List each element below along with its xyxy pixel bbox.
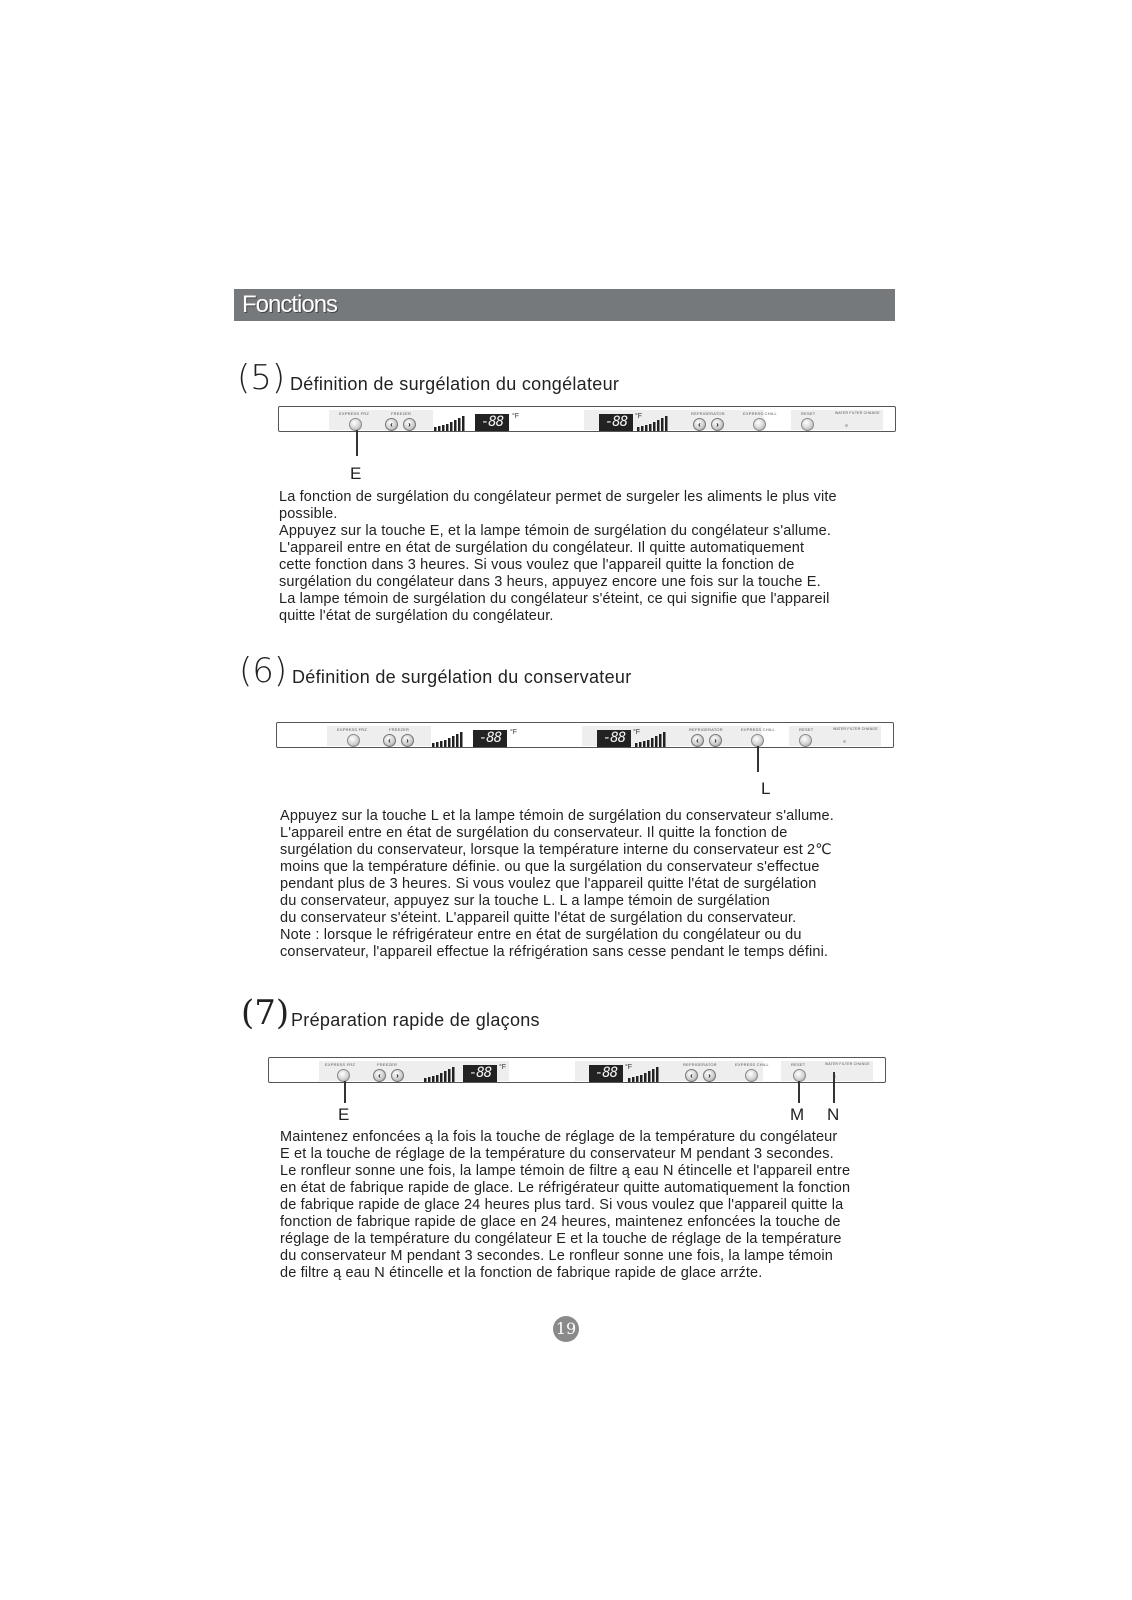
reset-button	[799, 734, 812, 747]
freezer-label: FREEZER	[389, 727, 410, 732]
freezer-degree-unit: °F	[499, 1064, 507, 1071]
refrigerator-label: REFRIGERATOR	[689, 727, 723, 732]
body-line: du conservateur M pendant 3 secondes. Le ronfleur sonne une fois, la lampe témoin	[280, 1248, 834, 1264]
express-chill-label: EXPRESS CHILL	[743, 411, 777, 416]
reset-label: RESET	[791, 1062, 806, 1067]
refrigerator-level-bars	[634, 732, 669, 747]
body-line: Appuyez sur la touche E, et la lampe témoin de surgélation du congélateur s'allume.	[279, 523, 832, 539]
freezer-up-arrow: ›	[403, 418, 416, 431]
refrigerator-label: REFRIGERATOR	[691, 411, 725, 416]
body-line: du conservateur, appuyez sur la touche L. L a lampe témoin de surgélation	[280, 893, 771, 909]
control-panel-diagram-3	[268, 1057, 886, 1083]
control-panel-diagram-1	[278, 406, 896, 432]
refrigerator-label: REFRIGERATOR	[683, 1062, 717, 1067]
freezer-up-arrow: ›	[401, 734, 414, 747]
body-line: surgélation du conservateur, lorsque la température interne du conservateur est 2℃	[280, 842, 832, 858]
section-header-bar	[234, 289, 895, 321]
refrigerator-down-arrow: ‹	[693, 418, 706, 431]
water-filter-label: WATER FILTER CHANGE	[835, 411, 880, 415]
express-chill-button	[745, 1069, 758, 1082]
freezer-down-arrow: ‹	[383, 734, 396, 747]
section-6-number: (6)	[239, 651, 288, 691]
body-line: E et la touche de réglage de la température du conservateur M pendant 3 secondes.	[280, 1146, 834, 1162]
refrigerator-up-arrow: ›	[711, 418, 724, 431]
express-chill-label: EXPRESS CHILL	[735, 1062, 769, 1067]
express-frz-label: EXPRESS FRZ	[325, 1062, 355, 1067]
express-frz-label: EXPRESS FRZ	[337, 727, 367, 732]
section-7-number: (7)	[241, 993, 290, 1033]
callout-m: M	[790, 1105, 805, 1124]
freezer-degree-unit: °F	[510, 729, 518, 736]
body-line: cette fonction dans 3 heures. Si vous voulez que l'appareil quitte la fonction de	[279, 557, 795, 573]
express-frz-label: EXPRESS FRZ	[339, 411, 369, 416]
freezer-temp-display: -88	[475, 414, 509, 431]
freezer-degree-unit: °F	[512, 413, 520, 420]
page-number: 19	[553, 1316, 579, 1342]
body-line: Note : lorsque le réfrigérateur entre en état de surgélation du congélateur ou du	[280, 927, 802, 943]
callout-line-e	[356, 430, 358, 456]
freezer-temp-display: -88	[463, 1065, 497, 1082]
water-filter-label: WATER FILTER CHANGE	[833, 727, 878, 731]
freezer-label: FREEZER	[391, 411, 412, 416]
body-line: L'appareil entre en état de surgélation du congélateur. Il quitte automatiquement	[279, 540, 805, 556]
callout-n: N	[827, 1105, 840, 1124]
callout-l: L	[761, 779, 771, 798]
water-filter-led	[845, 424, 848, 427]
callout-e: E	[338, 1105, 350, 1124]
section-7-title: Préparation rapide de glaçons	[291, 1010, 540, 1030]
freezer-level-bars	[423, 1067, 458, 1082]
refrigerator-down-arrow: ‹	[691, 734, 704, 747]
refrigerator-temp-display: -88	[597, 730, 631, 747]
body-line: en état de fabrique rapide de glace. Le réfrigérateur quitte automatiquement la fonction	[280, 1180, 851, 1196]
refrigerator-up-arrow: ›	[703, 1069, 716, 1082]
body-line: La lampe témoin de surgélation du congélateur s'éteint, ce qui signifie que l'appareil	[279, 591, 830, 607]
refrigerator-temp-display: -88	[589, 1065, 623, 1082]
reset-button	[801, 418, 814, 431]
body-line: possible.	[279, 506, 338, 522]
freezer-temp-display: -88	[473, 730, 507, 747]
callout-line-m	[798, 1081, 800, 1103]
refrigerator-up-arrow: ›	[709, 734, 722, 747]
body-line: moins que la température définie. ou que la surgélation du conservateur s'effectue	[280, 859, 820, 875]
callout-line-l	[757, 746, 759, 772]
freezer-level-bars	[431, 732, 466, 747]
body-line: réglage de la température du congélateur E et la touche de réglage de la température	[280, 1231, 842, 1247]
body-line: de filtre ą eau N étincelle et la fonction de fabrique rapide de glace arrźte.	[280, 1265, 763, 1281]
body-line: Appuyez sur la touche L et la lampe témoin de surgélation du conservateur s'allume.	[280, 808, 834, 824]
body-line: L'appareil entre en état de surgélation du conservateur. Il quitte la fonction de	[280, 825, 788, 841]
express-chill-label: EXPRESS CHILL	[741, 727, 775, 732]
refrigerator-degree-unit: °F	[635, 413, 643, 420]
body-line: fonction de fabrique rapide de glace en 24 heures, maintenez enfoncées la touche de	[280, 1214, 841, 1230]
body-line: du conservateur s'éteint. L'appareil quitte l'état de surgélation du conservateur.	[280, 910, 797, 926]
body-line: La fonction de surgélation du congélateur permet de surgeler les aliments le plus vite	[279, 489, 837, 505]
page-title: Fonctions	[242, 291, 338, 318]
refrigerator-level-bars	[627, 1067, 662, 1082]
freezer-level-bars	[433, 416, 468, 431]
water-filter-label: WATER FILTER CHANGE	[825, 1062, 870, 1066]
refrigerator-level-bars	[636, 416, 671, 431]
callout-e: E	[350, 464, 362, 483]
body-line: quitte l'état de surgélation du congélateur.	[279, 608, 554, 624]
refrigerator-degree-unit: °F	[625, 1064, 633, 1071]
section-6-title: Définition de surgélation du conservateur	[292, 667, 632, 687]
body-line: conservateur, l'appareil effectue la réfrigération sans cesse pendant le temps défini.	[280, 944, 829, 960]
refrigerator-temp-display: -88	[599, 414, 633, 431]
refrigerator-down-arrow: ‹	[685, 1069, 698, 1082]
water-filter-led	[843, 740, 846, 743]
reset-button	[793, 1069, 806, 1082]
refrigerator-degree-unit: °F	[633, 729, 641, 736]
callout-line-e	[344, 1081, 346, 1103]
control-panel-diagram-2	[276, 722, 894, 748]
reset-label: RESET	[801, 411, 816, 416]
section-5-body	[279, 489, 837, 625]
section-7-body	[280, 1129, 850, 1282]
reset-label: RESET	[799, 727, 814, 732]
body-line: de fabrique rapide de glace 24 heures plus tard. Si vous voulez que l'appareil quitte la	[280, 1197, 844, 1213]
freezer-down-arrow: ‹	[373, 1069, 386, 1082]
section-6-body	[280, 808, 834, 961]
body-line: pendant plus de 3 heures. Si vous voulez que l'appareil quitte l'état de surgélation	[280, 876, 817, 892]
freezer-up-arrow: ›	[391, 1069, 404, 1082]
body-line: surgélation du congélateur dans 3 heurs, appuyez encore une fois sur la touche E.	[279, 574, 821, 590]
freezer-label: FREEZER	[377, 1062, 398, 1067]
callout-line-n	[833, 1072, 835, 1103]
freezer-down-arrow: ‹	[385, 418, 398, 431]
express-frz-button	[347, 734, 360, 747]
section-5-title: Définition de surgélation du congélateur	[290, 374, 620, 394]
body-line: Maintenez enfoncées ą la fois la touche de réglage de la température du congélateur	[280, 1129, 838, 1145]
express-chill-button	[753, 418, 766, 431]
body-line: Le ronfleur sonne une fois, la lampe témoin de filtre ą eau N étincelle et l'appareil entre	[280, 1163, 851, 1179]
section-5-number: (5)	[237, 358, 286, 398]
